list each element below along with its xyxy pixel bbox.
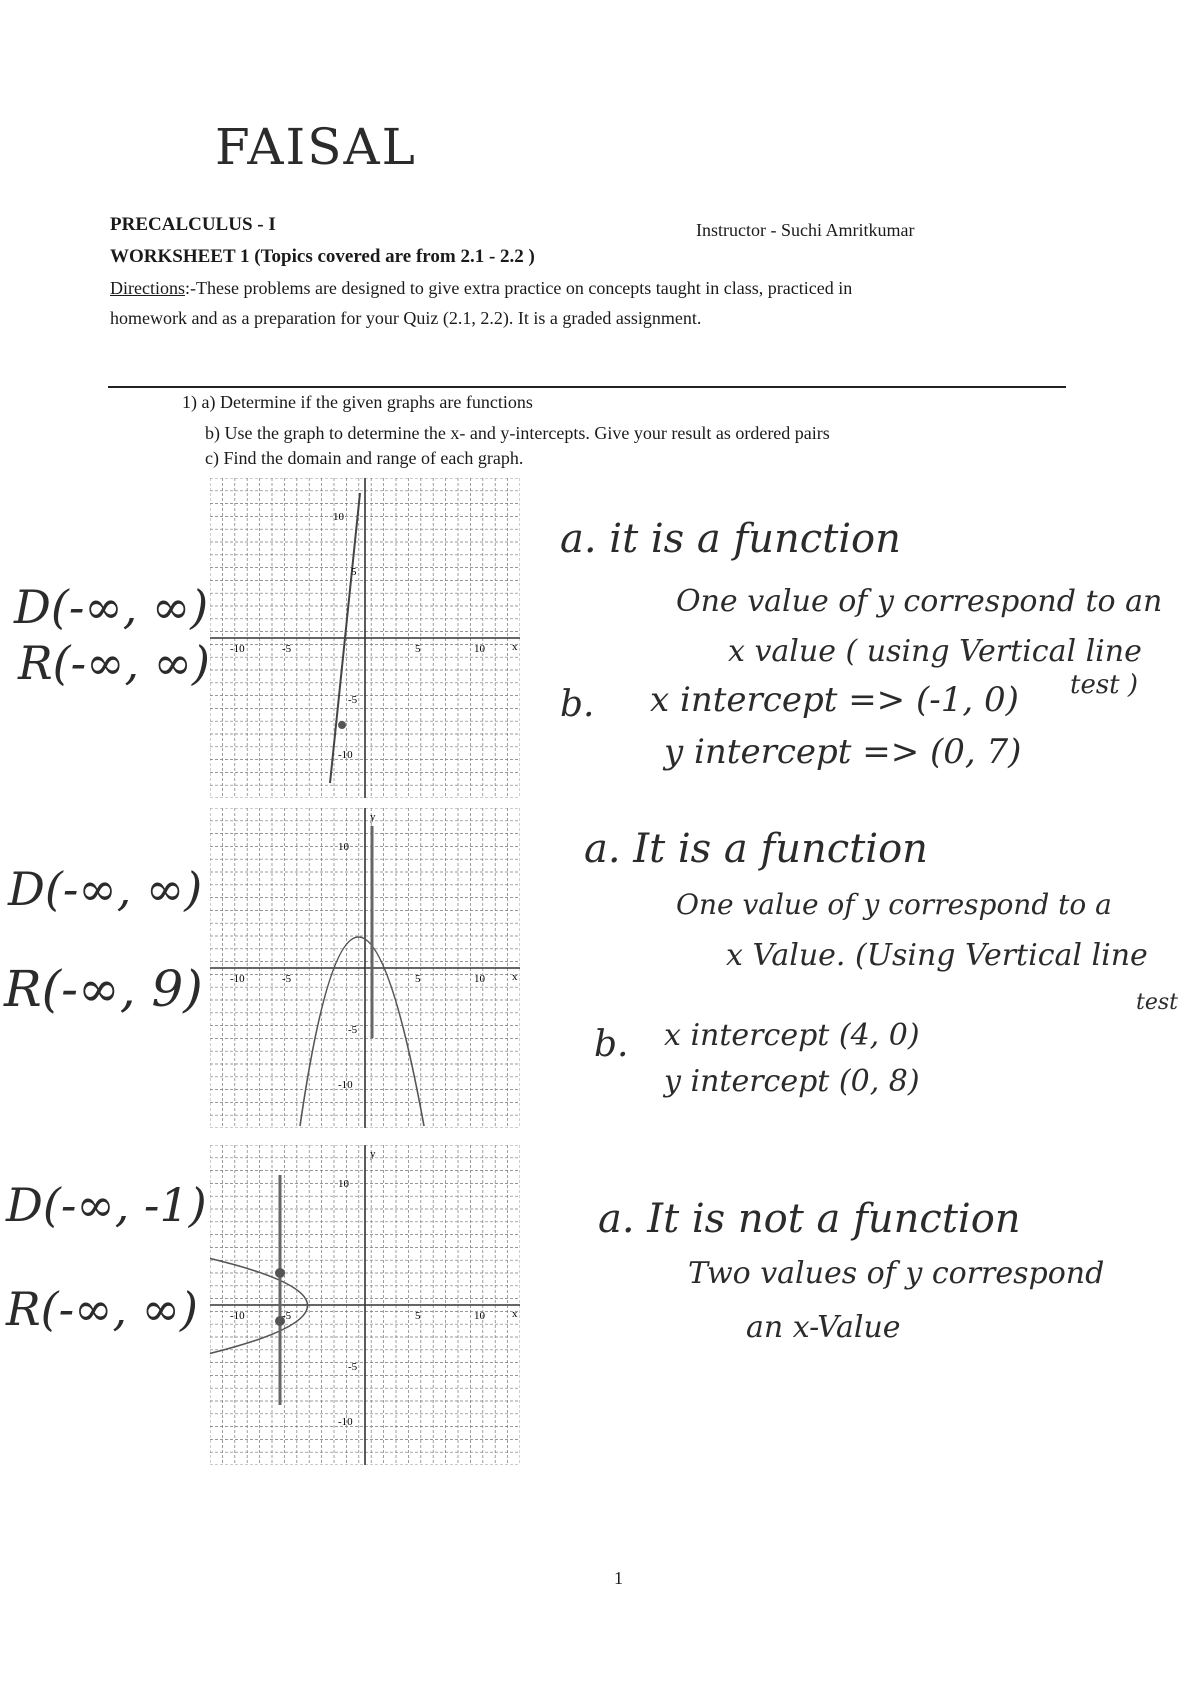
divider-line	[108, 386, 1066, 388]
directions-label: Directions	[110, 278, 185, 298]
graph-1-xlabel-5: 5	[415, 643, 421, 655]
graph-3-domain: D(-∞, -1)	[6, 1178, 207, 1232]
graph-1-label-neg10: -10	[338, 749, 353, 761]
graph-2-answer-a-line4: test	[1136, 990, 1178, 1015]
graph-3-answer-a-line2: Two values of y correspond	[688, 1256, 1105, 1291]
course-title: PRECALCULUS - I	[110, 214, 276, 235]
directions-text-1: :-These problems are designed to give extra practice on concepts taught in class, practiced in	[184, 278, 853, 298]
graph-2-domain: D(-∞, ∞)	[8, 862, 203, 916]
graph-2-parabola	[300, 937, 424, 1126]
graph-1-point	[338, 721, 346, 729]
graph-1-svg	[210, 478, 520, 798]
graph-1-range: R(-∞, ∞)	[18, 636, 210, 690]
graph-1-answer-a: a. it is a function	[560, 516, 901, 562]
graph-3-x-letter: x	[512, 1308, 518, 1320]
graph-1-answer-b-x: x intercept => (-1, 0)	[650, 680, 1019, 720]
graph-3-answer-a-line3: an x-Value	[746, 1310, 901, 1345]
graph-1-domain: D(-∞, ∞)	[14, 580, 209, 634]
graph-3-answer-a: a. It is not a function	[598, 1196, 1021, 1242]
graph-1-label-neg5: -5	[348, 694, 358, 706]
graph-2-x-letter: x	[512, 971, 518, 983]
graph-3-y-letter: y	[370, 1148, 376, 1160]
graph-1-xlabel-neg10: -10	[230, 643, 245, 655]
graph-1	[210, 478, 520, 798]
graph-2-xlabel-10: 10	[474, 973, 485, 985]
graph-2-answer-a: a. It is a function	[584, 826, 928, 872]
graph-3-xlabel-5: 5	[415, 1310, 421, 1322]
graph-1-answer-a-line4: test )	[1070, 670, 1139, 700]
graph-1-x-letter: x	[512, 641, 518, 653]
graph-1-xlabel-10: 10	[474, 643, 485, 655]
question-1a: 1) a) Determine if the given graphs are functions	[182, 392, 533, 412]
graph-2-svg	[210, 808, 520, 1128]
graph-3-point-upper	[275, 1268, 285, 1278]
instructor-name: Instructor - Suchi Amritkumar	[696, 220, 915, 240]
graph-1-label-10: 10	[333, 511, 344, 523]
graph-3-label-10: 10	[338, 1178, 349, 1190]
directions-line-2: homework and as a preparation for your Quiz (2.1, 2.2). It is a graded assignment.	[110, 308, 702, 328]
question-1c: c) Find the domain and range of each graph.	[205, 448, 524, 468]
graph-2-answer-b-label: b.	[594, 1024, 629, 1065]
graph-2-xlabel-5: 5	[415, 973, 421, 985]
graph-1-answer-a-line2: One value of y correspond to an	[676, 584, 1163, 619]
graph-2-answer-a-line3: x Value. (Using Vertical line	[726, 938, 1148, 973]
question-1b: b) Use the graph to determine the x- and y-intercepts. Give your result as ordered pairs	[205, 423, 830, 443]
graph-2-answer-b-y: y intercept (0, 8)	[664, 1064, 920, 1099]
graph-2-xlabel-neg10: -10	[230, 973, 245, 985]
graph-2-label-10: 10	[338, 841, 349, 853]
graph-2-label-neg10: -10	[338, 1079, 353, 1091]
graph-2-range: R(-∞, 9)	[4, 960, 203, 1018]
graph-2-xlabel-neg5: -5	[282, 973, 292, 985]
student-name: FAISAL	[215, 118, 417, 176]
graph-3-svg	[210, 1145, 520, 1465]
graph-3-xlabel-neg10: -10	[230, 1310, 245, 1322]
graph-1-label-5: 5	[351, 566, 357, 578]
graph-3-parabola	[210, 1255, 308, 1357]
graph-2-y-letter: y	[370, 811, 376, 823]
graph-2-label-neg5: -5	[348, 1024, 358, 1036]
graph-3-xlabel-neg5: -5	[282, 1310, 292, 1322]
graph-3	[210, 1145, 520, 1465]
directions-line-1	[110, 278, 852, 299]
page-number: 1	[614, 1568, 623, 1588]
worksheet-title: WORKSHEET 1 (Topics covered are from 2.1 - 2.2 )	[110, 246, 535, 267]
graph-1-answer-b-y: y intercept => (0, 7)	[664, 732, 1022, 772]
graph-1-xlabel-neg5: -5	[282, 643, 292, 655]
graph-3-xlabel-10: 10	[474, 1310, 485, 1322]
graph-3-range: R(-∞, ∞)	[6, 1282, 198, 1336]
graph-1-answer-b-label: b.	[560, 684, 595, 725]
graph-2-answer-b-x: x intercept (4, 0)	[664, 1018, 920, 1053]
graph-2-answer-a-line2: One value of y correspond to a	[676, 888, 1112, 921]
graph-3-label-neg5: -5	[348, 1361, 358, 1373]
graph-2	[210, 808, 520, 1128]
graph-1-answer-a-line3: x value ( using Vertical line	[728, 634, 1142, 669]
graph-3-label-neg10: -10	[338, 1416, 353, 1428]
